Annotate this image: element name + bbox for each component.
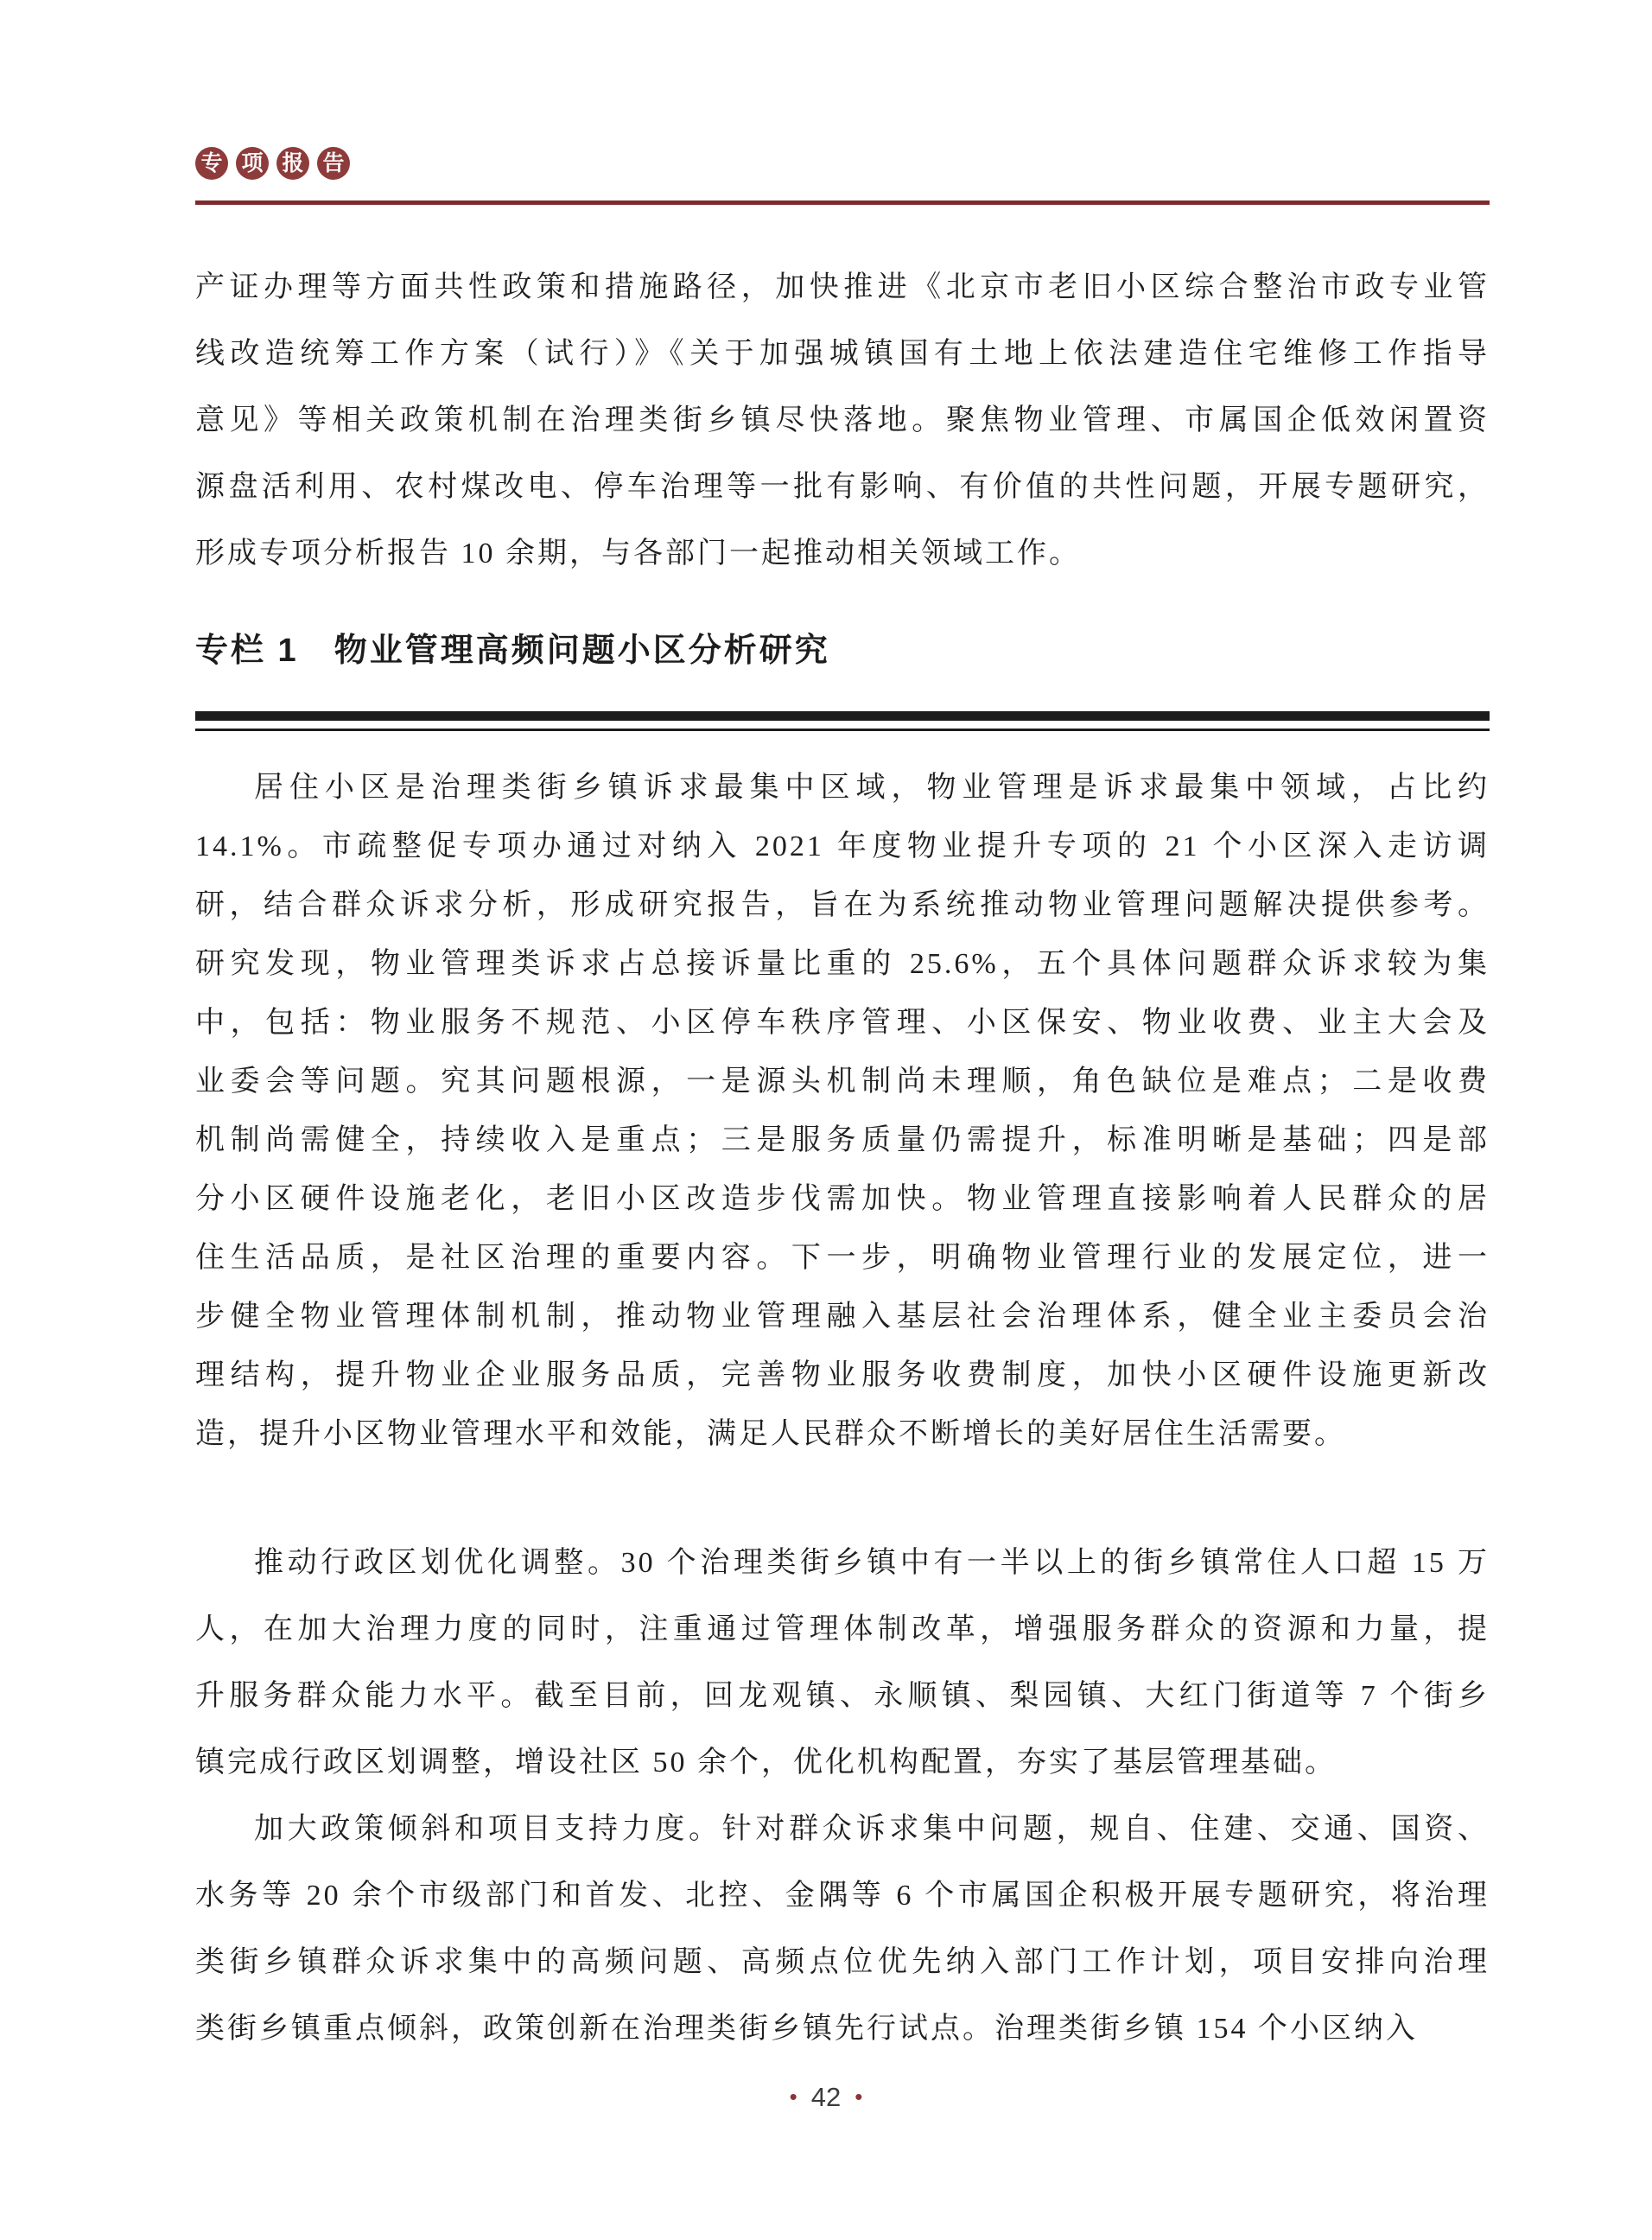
text-line: 源盘活利用、农村煤改电、停车治理等一批有影响、有价值的共性问题，开展专题研究， xyxy=(195,471,1490,503)
text-line: 14.1%。市疏整促专项办通过对纳入 2021 年度物业提升专项的 21 个小区深入走访调 xyxy=(195,830,1490,862)
column-box-body xyxy=(195,759,1490,1464)
logo-char-circle: 项 xyxy=(236,147,269,180)
text-line: 形成专项分析报告 10 余期，与各部门一起推动相关领域工作。 xyxy=(195,538,1081,570)
page-number: 42 xyxy=(810,2082,842,2112)
logo-char-circle: 报 xyxy=(276,147,309,180)
text-line: 产证办理等方面共性政策和措施路径，加快推进《北京市老旧小区综合整治市政专业管 xyxy=(195,271,1490,303)
page-content xyxy=(195,0,1490,2062)
column-box-title: 专栏 1 物业管理高频问题小区分析研究 xyxy=(195,633,830,669)
text-line: 类街乡镇重点倾斜，政策创新在治理类街乡镇先行试点。治理类街乡镇 154 个小区纳入 xyxy=(195,2013,1418,2045)
text-line: 研究发现，物业管理类诉求占总接诉量比重的 25.6%，五个具体问题群众诉求较为集 xyxy=(195,948,1490,980)
text-line: 中，包括：物业服务不规范、小区停车秩序管理、小区保安、物业收费、业主大会及 xyxy=(195,1007,1490,1039)
text-line: 住生活品质，是社区治理的重要内容。下一步，明确物业管理行业的发展定位，进一 xyxy=(195,1242,1490,1274)
footer-left-dot: • xyxy=(789,2084,797,2110)
text-line: 类街乡镇群众诉求集中的高频问题、高频点位优先纳入部门工作计划，项目安排向治理 xyxy=(195,1946,1490,1978)
text-line: 业委会等问题。究其问题根源，一是源头机制尚未理顺，角色缺位是难点；二是收费 xyxy=(195,1066,1490,1098)
text-line: 水务等 20 余个市级部门和首发、北控、金隅等 6 个市属国企积极开展专题研究，将治理 xyxy=(195,1880,1490,1912)
text-line: 机制尚需健全，持续收入是重点；三是服务质量仍需提升，标准明晰是基础；四是部 xyxy=(195,1124,1490,1156)
logo-char-circle: 告 xyxy=(317,147,350,180)
text-line: 造，提升小区物业管理水平和效能，满足人民群众不断增长的美好居住生活需要。 xyxy=(195,1418,1346,1450)
text-line: 理结构，提升物业企业服务品质，完善物业服务收费制度，加快小区硬件设施更新改 xyxy=(195,1359,1490,1391)
logo-char-circle: 专 xyxy=(195,147,228,180)
text-line: 镇完成行政区划调整，增设社区 50 余个，优化机构配置，夯实了基层管理基础。 xyxy=(195,1747,1337,1779)
text-line: 居住小区是治理类街乡镇诉求最集中区域，物业管理是诉求最集中领域，占比约 xyxy=(254,772,1490,804)
page-footer xyxy=(0,2079,1652,2115)
footer-right-dot: • xyxy=(855,2084,863,2110)
text-line: 线改造统筹工作方案（试行）》《关于加强城镇国有土地上依法建造住宅维修工作指导 xyxy=(195,338,1490,370)
text-line: 研，结合群众诉求分析，形成研究报告，旨在为系统推动物业管理问题解决提供参考。 xyxy=(195,889,1490,921)
text-line: 升服务群众能力水平。截至目前，回龙观镇、永顺镇、梨园镇、大红门街道等 7 个街乡 xyxy=(195,1680,1490,1712)
text-line: 推动行政区划优化调整。30 个治理类街乡镇中有一半以上的街乡镇常住人口超 15 万 xyxy=(254,1547,1490,1579)
body-paragraph-1 xyxy=(195,254,1490,587)
text-line: 意见》等相关政策机制在治理类街乡镇尽快落地。聚焦物业管理、市属国企低效闲置资 xyxy=(195,404,1490,436)
box-rule-thin xyxy=(195,729,1490,731)
text-line: 分小区硬件设施老化，老旧小区改造步伐需加快。物业管理直接影响着人民群众的居 xyxy=(195,1183,1490,1215)
box-rule-thick xyxy=(195,711,1490,721)
text-line: 人，在加大治理力度的同时，注重通过管理体制改革，增强服务群众的资源和力量，提 xyxy=(195,1613,1490,1645)
header-logo xyxy=(195,147,1490,180)
header-divider-rule xyxy=(195,200,1490,205)
body-paragraph-2 xyxy=(195,1530,1490,1796)
text-line: 步健全物业管理体制机制，推动物业管理融入基层社会治理体系，健全业主委员会治 xyxy=(195,1301,1490,1333)
text-line: 加大政策倾斜和项目支持力度。针对群众诉求集中问题，规自、住建、交通、国资、 xyxy=(254,1813,1490,1845)
body-paragraph-3 xyxy=(195,1796,1490,2062)
